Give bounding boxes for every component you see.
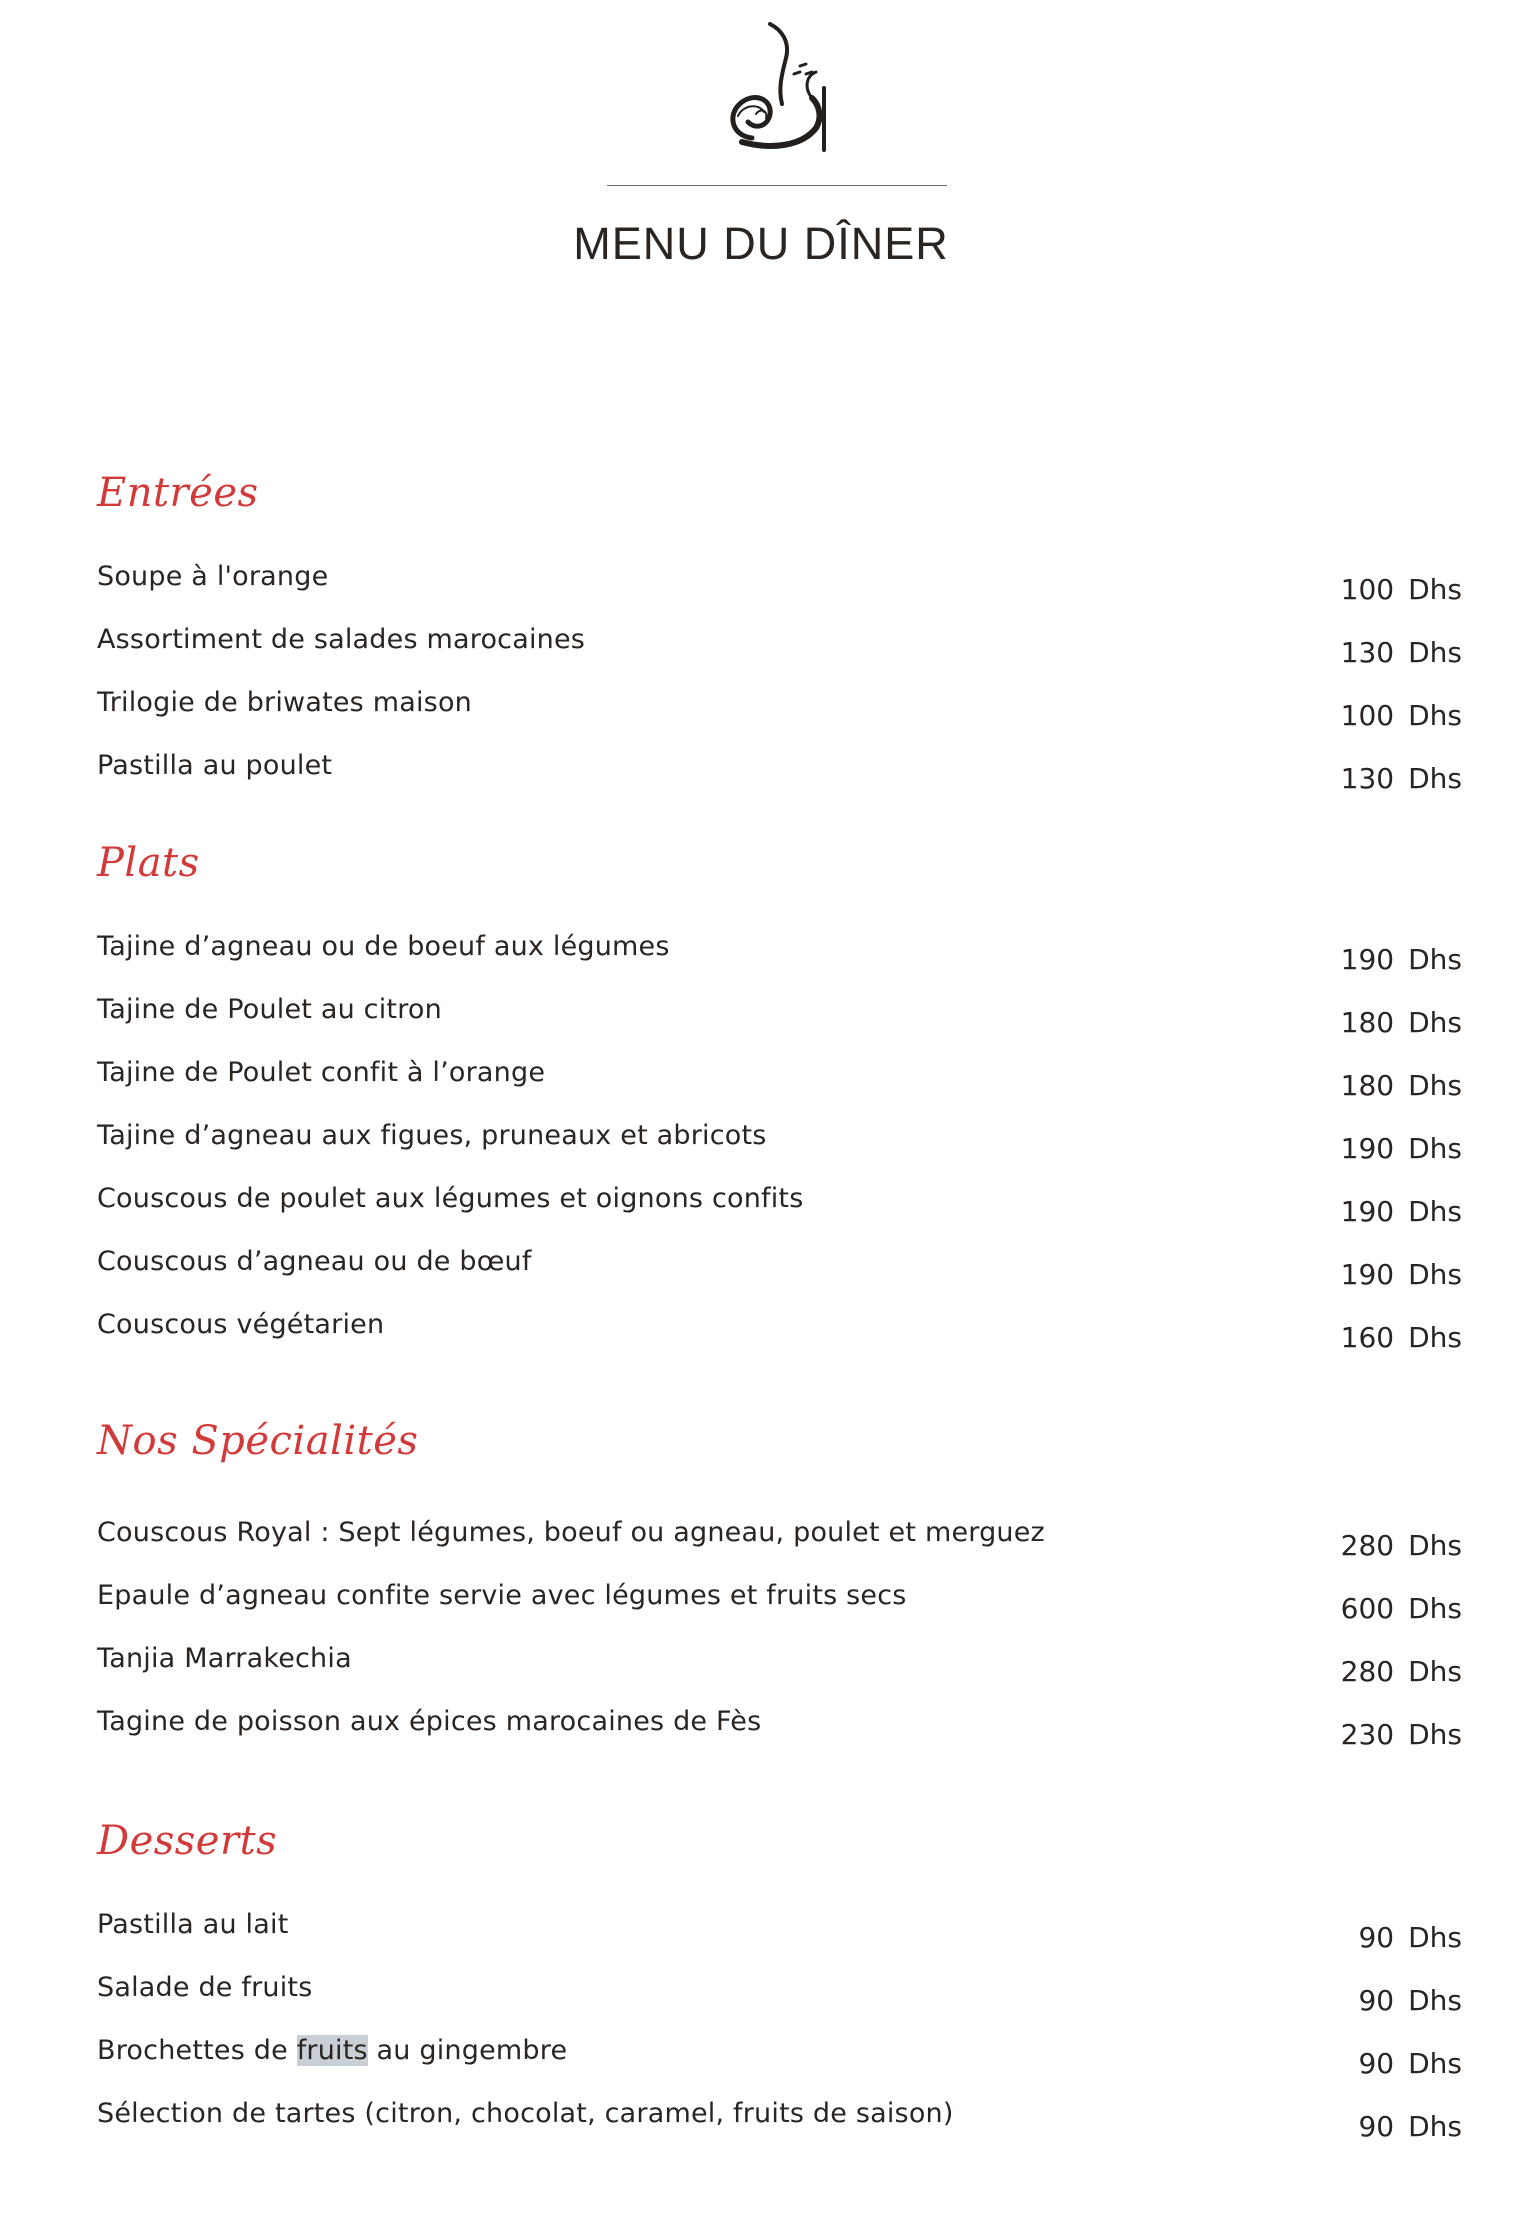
menu-item [97, 2035, 1462, 2095]
menu-item-name: Couscous d’agneau ou de bœuf [97, 1246, 532, 1277]
menu-item-price [1341, 573, 1462, 606]
price-currency: Dhs [1408, 636, 1462, 669]
price-value: 100 [1340, 573, 1395, 606]
menu-item-name: Tanjia Marrakechia [97, 1643, 352, 1674]
menu-item-price [1358, 1921, 1462, 1954]
price-currency: Dhs [1408, 1069, 1462, 1102]
price-value: 230 [1340, 1718, 1395, 1751]
price-currency: Dhs [1408, 2110, 1462, 2143]
menu-item-name: Trilogie de briwates maison [97, 687, 472, 718]
price-currency: Dhs [1408, 1258, 1462, 1291]
price-value: 90 [1358, 1921, 1395, 1954]
price-currency: Dhs [1408, 573, 1462, 606]
price-currency: Dhs [1408, 1984, 1462, 2017]
menu-item-name: Tajine de Poulet confit à l’orange [97, 1057, 546, 1088]
menu-item-name-part: Brochettes de [97, 2035, 297, 2066]
menu-item [97, 1183, 1462, 1243]
menu-item [97, 1246, 1462, 1306]
selected-text-highlight[interactable]: fruits [296, 2035, 368, 2066]
menu-item [97, 994, 1462, 1054]
price-value: 280 [1340, 1655, 1395, 1688]
menu-item [97, 687, 1462, 747]
menu-item [97, 1120, 1462, 1180]
menu-item-price [1341, 1718, 1462, 1751]
menu-item-name: Tajine d’agneau ou de boeuf aux légumes [97, 931, 670, 962]
menu-item-name: Tagine de poisson aux épices marocaines de Fès [97, 1706, 762, 1737]
menu-item-name: Assortiment de salades marocaines [97, 624, 586, 655]
menu-item-name: Couscous végétarien [97, 1309, 385, 1340]
header-divider [607, 185, 947, 186]
section-title-specialites: Nos Spécialités [97, 1418, 419, 1464]
price-value: 600 [1340, 1592, 1395, 1625]
price-currency: Dhs [1408, 762, 1462, 795]
menu-item-name: Pastilla au poulet [97, 750, 333, 781]
price-currency: Dhs [1408, 2047, 1462, 2080]
menu-item-price [1341, 1592, 1462, 1625]
price-currency: Dhs [1408, 1655, 1462, 1688]
menu-item-price [1358, 2110, 1462, 2143]
menu-item-name: Tajine de Poulet au citron [97, 994, 442, 1025]
price-currency: Dhs [1408, 1321, 1462, 1354]
price-currency: Dhs [1408, 1718, 1462, 1751]
price-value: 180 [1340, 1006, 1395, 1039]
price-value: 90 [1358, 1984, 1395, 2017]
price-value: 130 [1340, 636, 1395, 669]
menu-item [97, 561, 1462, 621]
menu-item-price [1341, 762, 1462, 795]
menu-item-price [1358, 2047, 1462, 2080]
menu-item-name: Couscous de poulet aux légumes et oignons confits [97, 1183, 804, 1214]
menu-item-name: Pastilla au lait [97, 1909, 289, 1940]
menu-item-price [1341, 699, 1462, 732]
menu-item-name: Soupe à l'orange [97, 561, 329, 592]
price-value: 190 [1340, 943, 1395, 976]
price-currency: Dhs [1408, 943, 1462, 976]
price-value: 100 [1340, 699, 1395, 732]
menu-item-name-part: au gingembre [367, 2035, 568, 2066]
price-value: 190 [1340, 1258, 1395, 1291]
menu-item-price [1341, 1529, 1462, 1562]
menu-item-price [1341, 1132, 1462, 1165]
price-value: 130 [1340, 762, 1395, 795]
price-value: 180 [1340, 1069, 1395, 1102]
menu-item [97, 1580, 1462, 1640]
menu-item-name: Tajine d’agneau aux figues, pruneaux et abricots [97, 1120, 767, 1151]
section-title-plats: Plats [97, 840, 200, 886]
menu-item-name: Couscous Royal : Sept légumes, boeuf ou agneau, poulet et merguez [97, 1517, 1045, 1548]
price-currency: Dhs [1408, 1132, 1462, 1165]
menu-item-price [1341, 636, 1462, 669]
menu-item-price [1341, 1195, 1462, 1228]
menu-item [97, 1643, 1462, 1703]
menu-item [97, 1909, 1462, 1969]
price-value: 190 [1340, 1132, 1395, 1165]
menu-item-price [1341, 1069, 1462, 1102]
menu-item-name: Sélection de tartes (citron, chocolat, caramel, fruits de saison) [97, 2098, 954, 2129]
price-value: 190 [1340, 1195, 1395, 1228]
price-currency: Dhs [1408, 699, 1462, 732]
section-title-desserts: Desserts [97, 1818, 278, 1864]
price-currency: Dhs [1408, 1529, 1462, 1562]
menu-item-price [1358, 1984, 1462, 2017]
menu-item-price [1341, 943, 1462, 976]
menu-item [97, 2098, 1462, 2158]
section-title-entrees: Entrées [97, 470, 259, 516]
menu-item [97, 931, 1462, 991]
menu-item-name [97, 2035, 567, 2066]
page-title: MENU DU DÎNER [573, 218, 949, 269]
price-currency: Dhs [1408, 1921, 1462, 1954]
price-value: 90 [1358, 2047, 1395, 2080]
price-currency: Dhs [1408, 1195, 1462, 1228]
price-value: 280 [1340, 1529, 1395, 1562]
menu-item-price [1341, 1006, 1462, 1039]
menu-item [97, 1517, 1462, 1577]
menu-item-name: Epaule d’agneau confite servie avec légumes et fruits secs [97, 1580, 907, 1611]
menu-item-price [1341, 1321, 1462, 1354]
menu-item-price [1341, 1655, 1462, 1688]
menu-item [97, 624, 1462, 684]
menu-item-name: Salade de fruits [97, 1972, 313, 2003]
menu-item-price [1341, 1258, 1462, 1291]
price-value: 160 [1340, 1321, 1395, 1354]
price-value: 90 [1358, 2110, 1395, 2143]
price-currency: Dhs [1408, 1006, 1462, 1039]
menu-item [97, 1057, 1462, 1117]
menu-item [97, 1972, 1462, 2032]
price-currency: Dhs [1408, 1592, 1462, 1625]
menu-item [97, 750, 1462, 810]
menu-item [97, 1309, 1462, 1369]
menu-item [97, 1706, 1462, 1766]
calligraphy-logo-icon [712, 18, 842, 168]
